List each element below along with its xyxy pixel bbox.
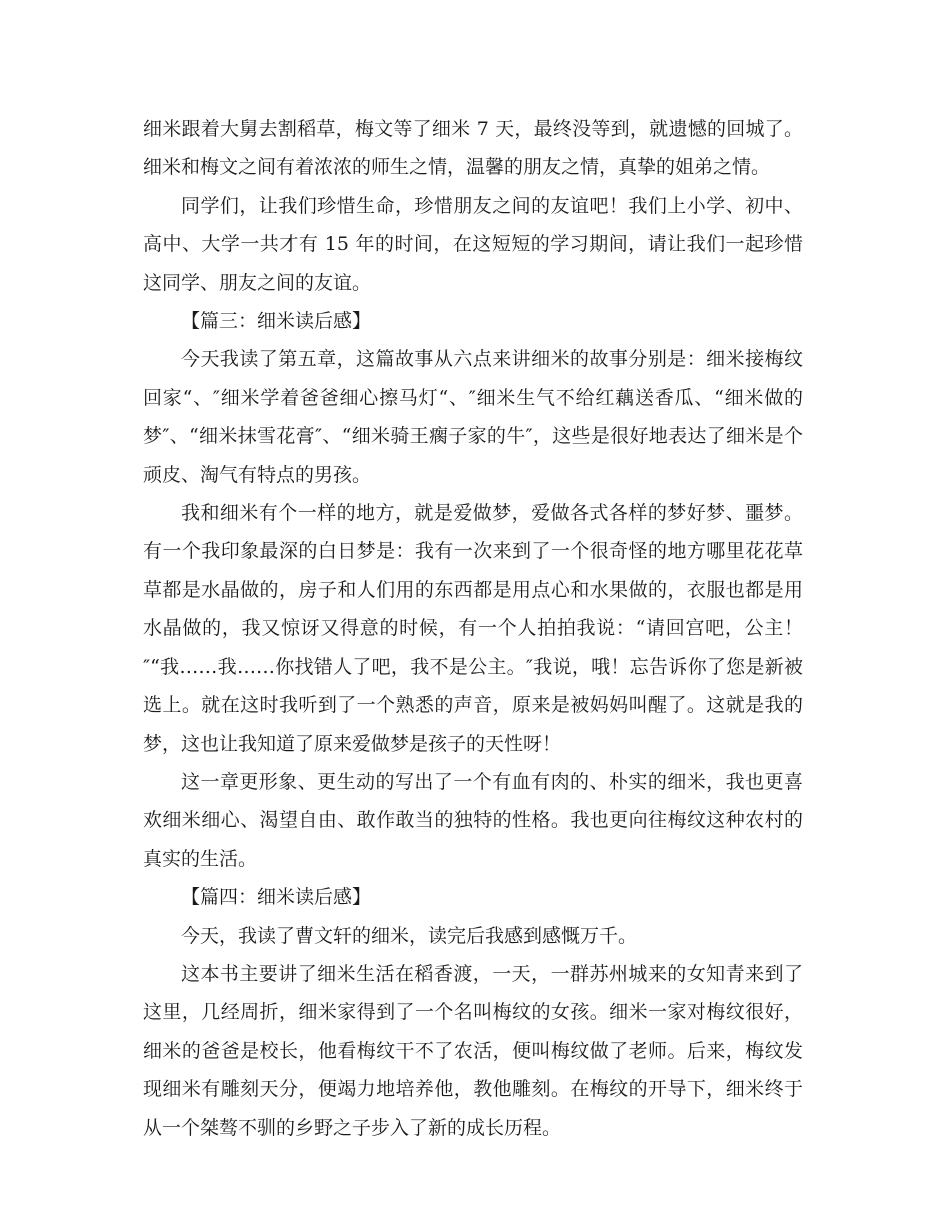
section-heading-part-three: 【篇三：细米读后感】 (181, 310, 372, 333)
paragraph-book-summary: 这本书主要讲了细米生活在稻香渡，一天，一群苏州城来的女知青来到了这里，几经周折，细米家得到了一个名叫梅纹的女孩。细米一家对梅纹很好，细米的爸爸是校长，他看梅纹干不了农活，便叫梅纹做了老师。后来，梅纹发现细米有雕刻天分，便竭力地培养他，教他雕刻。在梅纹的开导下，细米终于从一个桀骜不驯的乡野之子步入了新的成长历程。 (143, 962, 803, 1139)
paragraph-story-ending: 细米跟着大舅去割稻草，梅文等了细米 7 天，最终没等到，就遗憾的回城了。细米和梅文之间有着浓浓的师生之情，温馨的朋友之情，真挚的姐弟之情。 (143, 118, 803, 179)
paragraph-cherish-friendship: 同学们，让我们珍惜生命，珍惜朋友之间的友谊吧！我们上小学、初中、高中、大学一共才有 15 年的时间，在这短短的学习期间，请让我们一起珍惜这同学、朋友之间的友谊。 (143, 194, 803, 294)
paragraph-chapter-five: 今天我读了第五章，这篇故事从六点来讲细米的故事分别是：细米接梅纹回家“、″细米学着爸爸细心擦马灯“、″细米生气不给红藕送香瓜、“细米做的梦″、“细米抹雪花膏″、“细米骑王瘸子家的牛″，这些是很好地表达了细米是个顽皮、淘气有特点的男孩。 (143, 348, 803, 486)
paragraph-chapter-reflection: 这一章更形象、更生动的写出了一个有血有肉的、朴实的细米，我也更喜欢细米细心、渴望自由、敢作敢当的独特的性格。我也更向往梅纹这种农村的真实的生活。 (143, 770, 803, 870)
document-body (143, 110, 803, 1147)
section-heading-part-four: 【篇四：细米读后感】 (181, 886, 372, 909)
paragraph-read-caowenxuan: 今天，我读了曹文轩的细米，读完后我感到感慨万千。 (181, 924, 638, 947)
paragraph-daydream: 我和细米有个一样的地方，就是爱做梦，爱做各式各样的梦好梦、噩梦。有一个我印象最深的白日梦是：我有一次来到了一个很奇怪的地方哪里花花草草都是水晶做的，房子和人们用的东西都是用点心和水果做的，衣服也都是用水晶做的，我又惊讶又得意的时候，有一个人拍拍我说：“请回宫吧，公主！″“我……我……你找错人了吧，我不是公主。″我说，哦！忘告诉你了您是新被选上。就在这时我听到了一个熟悉的声音，原来是被妈妈叫醒了。这就是我的梦，这也让我知道了原来爱做梦是孩子的天性呀！ (143, 502, 803, 755)
